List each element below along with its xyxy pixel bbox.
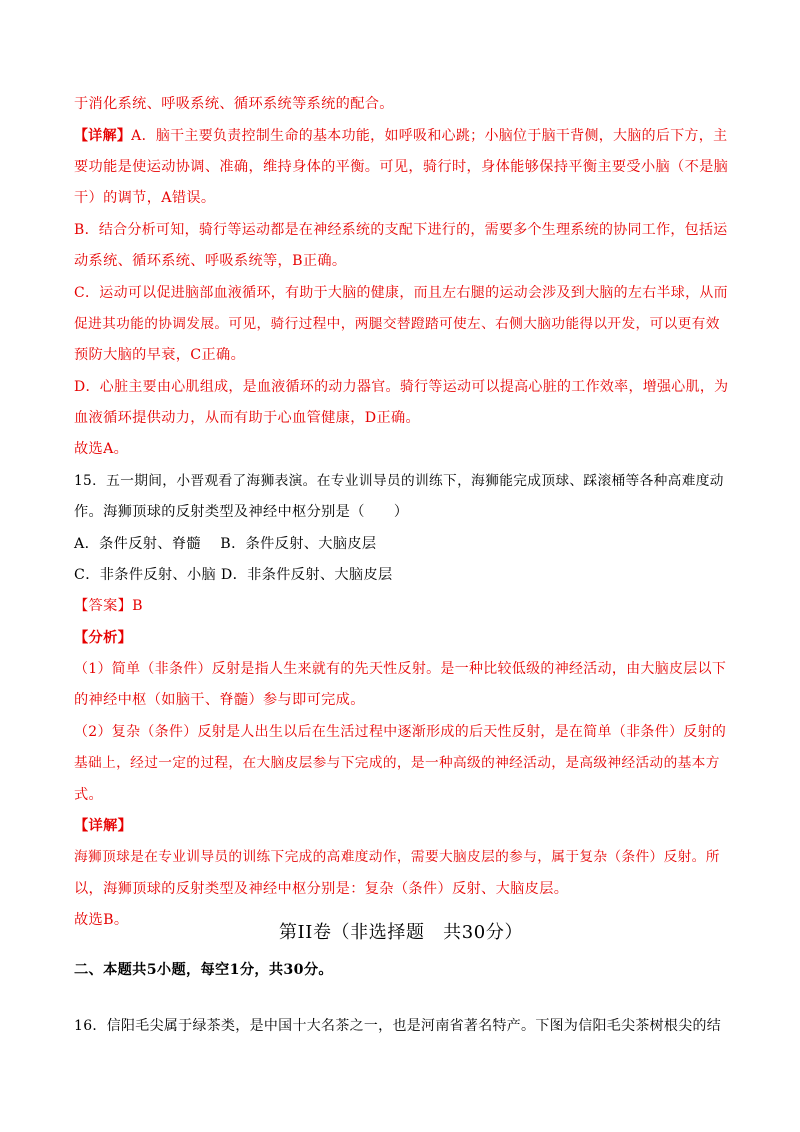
q15-detail-label: 【详解】 (74, 818, 133, 834)
q14-option-d-line-2: 血液循环提供动力，从而有助于心血管健康，D正确。 (74, 410, 421, 426)
q14-detail-line-1 (74, 126, 728, 146)
q15-analysis-line-4: 基础上，经过一定的过程，在大脑皮层参与下完成的，是一种高级的神经活动，是高级神经活动的基本方 (74, 755, 720, 771)
q14-detail-line-3: 干）的调节，A错误。 (74, 190, 216, 206)
q14-option-c-line-2: 促进其功能的协调发展。可见，骑行过程中，两腿交替蹬踏可使左、右侧大脑功能得以开发，可以更有效 (74, 316, 720, 332)
q14-option-b-line-2: 动系统、循环系统、呼吸系统等，B正确。 (74, 253, 347, 269)
q15-stem-line-2: 作。海狮顶球的反射类型及神经中枢分别是（ ） (74, 504, 409, 520)
q15-analysis-line-5: 式。 (74, 787, 104, 803)
q15-options-line-2: C．非条件反射、小脑 D．非条件反射、大脑皮层 (74, 567, 393, 583)
q15-stem-line-1: 15．五一期间，小晋观看了海狮表演。在专业训导员的训练下，海狮能完成顶球、踩滚桶等各种高难度动 (74, 473, 724, 489)
q14-choice: 故选A。 (74, 441, 129, 457)
q15-detail-line-2: 以，海狮顶球的反射类型及神经中枢分别是：复杂（条件）反射、大脑皮层。 (74, 881, 569, 897)
q15-options-line-1: A．条件反射、脊髓 B．条件反射、大脑皮层 (74, 536, 377, 552)
q15-answer: 【答案】B (74, 598, 143, 614)
q15-detail-line-1: 海狮顶球是在专业训导员的训练下完成的高难度动作，需要大脑皮层的参与，属于复杂（条件）反射。所 (74, 849, 720, 865)
q15-analysis-line-3: （2）复杂（条件）反射是人出生以后在生活过程中逐渐形成的后天性反射，是在简单（非条件）反射的 (74, 724, 727, 740)
q14-option-c-line-1: C．运动可以促进脑部血液循环，有助于大脑的健康，而且左右腿的运动会涉及到大脑的左右半球，从而 (74, 285, 728, 301)
q15-analysis-label: 【分析】 (74, 630, 133, 646)
part2-title: 第II卷（非选择题 共30分） (278, 922, 524, 943)
q15-analysis-line-2: 的神经中枢（如脑干、脊髓）参与即可完成。 (74, 692, 365, 708)
detail-label: 【详解】 (74, 128, 132, 144)
q14-detail-line-2: 要功能是使运动协调、准确，维持身体的平衡。可见，骑行时，身体能够保持平衡主要受小脑（不是脑 (74, 159, 729, 175)
q15-choice: 故选B。 (74, 912, 129, 928)
q14-tail-line: 于消化系统、呼吸系统、循环系统等系统的配合。 (74, 96, 394, 112)
document-page (74, 0, 728, 1132)
detail-text: A．脑干主要负责控制生命的基本功能，如呼吸和心跳；小脑位于脑干背侧，大脑的后下方，主 (131, 128, 728, 144)
q14-option-c-line-3: 预防大脑的早衰，C正确。 (74, 347, 246, 363)
q14-option-b-line-1: B．结合分析可知，骑行等运动都是在神经系统的支配下进行的，需要多个生理系统的协同工作，包括运 (74, 222, 728, 238)
q15-analysis-line-1: （1）简单（非条件）反射是指人生来就有的先天性反射。是一种比较低级的神经活动，由大脑皮层以下 (74, 661, 727, 677)
q14-option-d-line-1: D．心脏主要由心肌组成，是血液循环的动力器官。骑行等运动可以提高心脏的工作效率，增强心肌，为 (74, 379, 729, 395)
q16-stem-line-1: 16．信阳毛尖属于绿茶类，是中国十大名茶之一，也是河南省著名特产。下图为信阳毛尖茶树根尖的结 (74, 1018, 722, 1034)
part2-instruction: 二、本题共5小题，每空1分，共30分。 (74, 962, 333, 978)
